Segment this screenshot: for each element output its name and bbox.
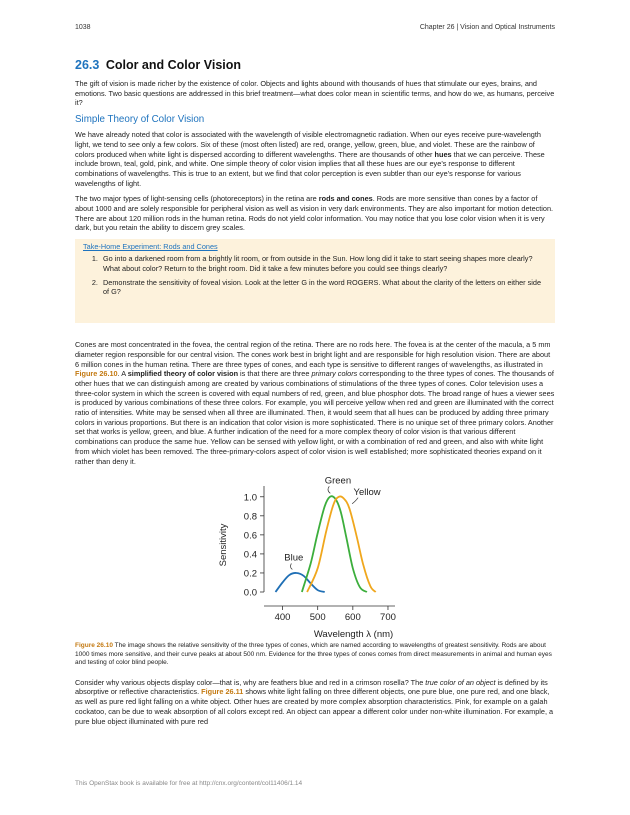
y-tick-label: 0.4 xyxy=(243,549,257,561)
leader-green xyxy=(328,487,330,494)
term-hues: hues xyxy=(434,149,452,159)
x-axis-label: Wavelength λ (nm) xyxy=(313,629,394,641)
text-run: shows white light falling on three different objects, one pure blue, one pure red, and one black, as well as pure red light falling on a white object. Other hues are created by more complex absorption characteristics. Pink, for example on a galah cockatoo, can be due to weak absorption of all colors except red. An object can appear a different color under non-white illumination. For example, a pure blue object illuminated with pure red xyxy=(75,687,554,726)
paragraph-object-color xyxy=(75,678,555,727)
term-rods-cones: rods and cones xyxy=(318,194,373,204)
experiment-title: Take-Home Experiment: Rods and Cones xyxy=(83,242,218,252)
experiment-item: 2. Demonstrate the sensitivity of foveal vision. Look at the letter G in the word ROGERS. What about the clarity of the letters on either side of G? xyxy=(100,278,547,297)
series-line-blue xyxy=(276,573,325,592)
page-content xyxy=(75,58,555,732)
intro-paragraph: The gift of vision is made richer by the existence of color. Objects and lights abound with thousands of hues that stimulate our eyes, brains, and emotions. Two basic questions are addressed in this brief treatment—what does color mean in scientific terms, and how do we, as humans, perceive it? xyxy=(75,79,555,108)
x-tick-label: 400 xyxy=(274,612,291,624)
y-tick-label: 0.2 xyxy=(243,568,257,580)
text-run: We have already noted that color is associated with the wavelength of visible electromagnetic radiation. When our eyes receive pure-wavelength light, we tend to see only a few colors. Six of these (most often listed) are red, orange, yellow, green, blue, and violet. These are the rainbow of colors produced when white light is dispersed according to different wavelengths. There are thousands of other xyxy=(75,130,541,159)
section-title: Color and Color Vision xyxy=(105,58,242,72)
x-tick-label: 500 xyxy=(309,612,326,624)
x-tick-label: 600 xyxy=(344,612,361,624)
text-run: is defined by its absorptive or reflective characteristics. xyxy=(75,677,548,697)
subsection-title: Simple Theory of Color Vision xyxy=(75,114,205,126)
chapter-title: Chapter 26 | Vision and Optical Instruments xyxy=(419,24,555,31)
section-number: 26.3 xyxy=(75,58,100,72)
series-line-yellow xyxy=(307,497,376,593)
caption-text: The image shows the relative sensitivity of the three types of cones, which are named according to wavelengths of greatest sensitivity. Rods are about 1000 times more sensitive, and their curve peaks at about 500 nm. Evidence for the three types of cones comes from direct measurements in animal and human eyes and testing of color blind people. xyxy=(75,642,552,667)
page-number: 1038 xyxy=(75,24,91,31)
caption-label: Figure 26.10 xyxy=(75,642,113,650)
x-tick-label: 700 xyxy=(380,612,396,624)
y-axis-label: Sensitivity xyxy=(218,523,229,567)
figure-cone-sensitivity xyxy=(75,472,555,642)
sensitivity-chart xyxy=(75,472,555,642)
text-run: . A xyxy=(117,369,128,379)
y-tick-label: 1.0 xyxy=(243,492,257,504)
term-simplified-theory: simplified theory of color vision xyxy=(127,369,239,379)
text-run: Cones are most concentrated in the fovea, the central region of the retina. There are no rods here. The fovea is at the center of the macula, a 5 mm diameter region responsible for our central vision. The cones work best in bright light and are responsible for high resolution vision. There are about 6 million cones in the human retina. There are three types of cones, and each type is sensitive to different ranges of wavelengths, as illustrated in xyxy=(75,340,551,369)
leader-yellow xyxy=(352,498,358,504)
leader-blue xyxy=(291,564,293,570)
term-primary-colors: primary colors xyxy=(311,369,358,379)
experiment-item: 1. Go into a darkened room from a brightly lit room, or from outside in the Sun. How long did it take to start seeing shapes more clearly? What about color? Return to the bright room. Did it take a few minutes before you could see things clearly? xyxy=(100,254,547,273)
experiment-box xyxy=(75,239,555,323)
paragraph-rods-cones xyxy=(75,194,555,233)
paragraph-wavelength xyxy=(75,130,555,188)
text-run: is that there are three xyxy=(238,369,312,379)
series-label-green: Green xyxy=(324,475,352,487)
experiment-list xyxy=(83,254,547,297)
series-label-yellow: Yellow xyxy=(353,487,381,499)
y-tick-label: 0.6 xyxy=(243,530,257,542)
paragraph-cones xyxy=(75,340,555,466)
figure-caption xyxy=(75,642,555,668)
figure-link-26-11[interactable]: Figure 26.11 xyxy=(201,687,244,697)
term-true-color: true color of an object xyxy=(425,677,496,687)
series-line-green xyxy=(302,496,367,592)
text-run: The two major types of light-sensing cells (photoreceptors) in the retina are xyxy=(75,194,319,204)
text-run: corresponding to the three types of cones. The thousands of other hues that we can distinguish among are created by various combinations of stimulations of the three types of cones. Color television uses a three-color system in which the screen is covered with equal numbers of red, green, and blue phosphor dots. The broad range of hues a viewer sees is produced by various combinations of these three colors. For example, you will perceive yellow when red and green are illuminated with the correct ratio of intensities. White may be sensed when all three are illuminated. Then, it would seem that all hues can be produced by adding three primary colors in various proportions. But there is an indication that color vision is more sophisticated. There is no unique set of three primary colors. Another set that works is yellow, green, and blue. A further indication of the need for a more complex theory of color vision is that various different combinations can produce the same hue. Yellow can be sensed with yellow light, or with a combination of red and green, and also with white light from which violet has been removed. The three-primary-colors aspect of color vision is well established; more sophisticated theories expand on it rather than deny it. xyxy=(75,369,555,466)
text-run: Consider why various objects display color—that is, why are feathers blue and red in a crimson rosella? The xyxy=(75,677,426,687)
y-tick-label: 0.8 xyxy=(243,511,257,523)
figure-link-26-10[interactable]: Figure 26.10 xyxy=(75,369,118,379)
footer-note: This OpenStax book is available for free at http://cnx.org/content/col11406/1.14 xyxy=(75,780,303,787)
y-tick-label: 0.0 xyxy=(243,587,257,599)
series-label-blue: Blue xyxy=(284,552,304,564)
text-run: . Rods are more sensitive than cones by a factor of about 1000 and are solely responsible for peripheral vision as well as vision in very dark environments. They are also important for motion detection. There are about 120 million rods in the human retina. Rods do not yield color information. You may notice that you lose color vision when it is very dark, but you retain the ability to discern grey scales. xyxy=(75,194,554,233)
text-run: that we can perceive. These include brown, teal, gold, pink, and white. One simple theory of color vision implies that all these hues are our eye’s response to different combinations of wavelengths. This is true to an extent, but we find that color perception is even subtler than our eye’s response for various wavelengths of light. xyxy=(75,149,545,188)
section-heading xyxy=(75,58,555,72)
